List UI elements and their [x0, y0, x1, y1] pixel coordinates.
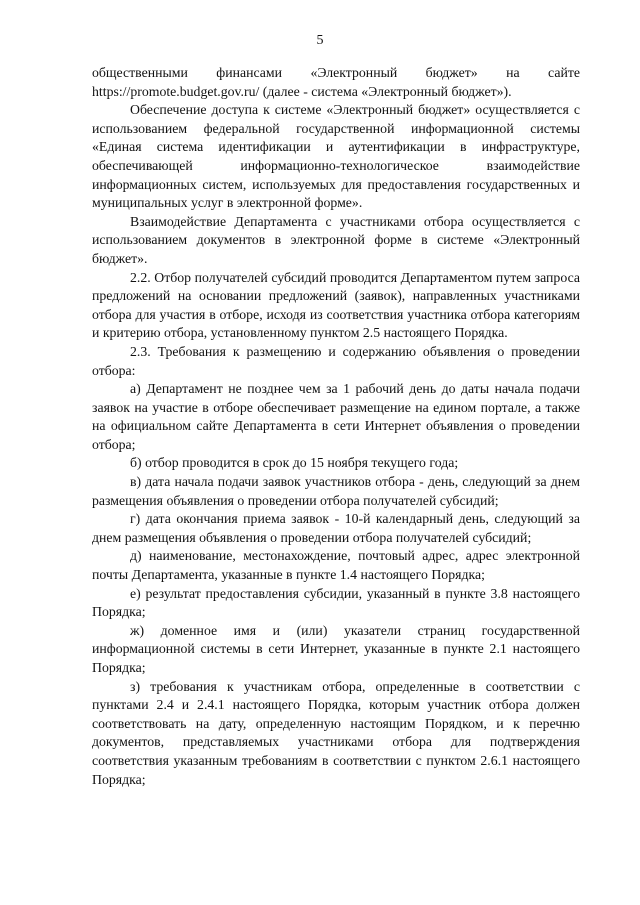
paragraph-2-2: 2.2. Отбор получателей субсидий проводится Департаментом путем запроса предложений на основании предложений (заявок), направленных участниками отбора для участия в отборе, исходя из соответствия участника отбора категориям и критерию отбора, установленному пунктом 2.5 настоящего Порядка. [92, 269, 580, 341]
paragraph-continuation: общественными финансами «Электронный бюджет» на сайте https://promote.budget.gov.ru/ (далее - система «Электронный бюджет»). [92, 65, 580, 99]
list-item-z: з) требования к участникам отбора, определенные в соответствии с пунктами 2.4 и 2.4.1 настоящего Порядка, которым участник отбора должен соответствовать на дату, определенную настоящим Порядком, и к перечню документов, представляемых участниками отбора для подтверждения соответствия указанным требованиям в соответствии с пунктом 2.6.1 настоящего Порядка; [92, 678, 580, 787]
paragraph-system-access: Обеспечение доступа к системе «Электронный бюджет» осуществляется с использованием федеральной государственной информационной системы «Единая система идентификации и аутентификации в инфраструктуре, обеспечивающей информационно-технологическое взаимодействие информационных систем, используемых для предоставления государственных и муниципальных услуг в электронной форме». [92, 102, 580, 211]
list-item-a: а) Департамент не позднее чем за 1 рабочий день до даты начала подачи заявок на участие в отборе обеспечивает размещение на едином портале, а также на официальном сайте Департамента в сети Интернет объявления о проведении отбора; [92, 381, 580, 452]
list-item-zh: ж) доменное имя и (или) указатели страниц государственной информационной системы в сети Интернет, указанные в пункте 2.1 настоящего Порядка; [92, 622, 580, 675]
document-body [92, 64, 580, 789]
paragraph-2-3: 2.3. Требования к размещению и содержанию объявления о проведении отбора: [92, 343, 580, 378]
page-number: 5 [316, 33, 324, 48]
paragraph-interaction: Взаимодействие Департамента с участниками отбора осуществляется с использованием документов в электронной форме в системе «Электронный бюджет». [92, 213, 580, 266]
list-item-e: е) результат предоставления субсидии, указанный в пункте 3.8 настоящего Порядка; [92, 585, 580, 620]
list-item-g: г) дата окончания приема заявок - 10-й календарный день, следующий за днем размещения объявления о проведении отбора получателей субсидий; [92, 511, 580, 545]
list-item-d: д) наименование, местонахождение, почтовый адрес, адрес электронной почты Департамента, указанные в пункте 1.4 настоящего Порядка; [92, 548, 580, 583]
list-item-b: б) отбор проводится в срок до 15 ноября текущего года; [130, 455, 459, 471]
list-item-v: в) дата начала подачи заявок участников отбора - день, следующий за днем размещения объявления о проведении отбора получателей субсидий; [92, 474, 580, 508]
